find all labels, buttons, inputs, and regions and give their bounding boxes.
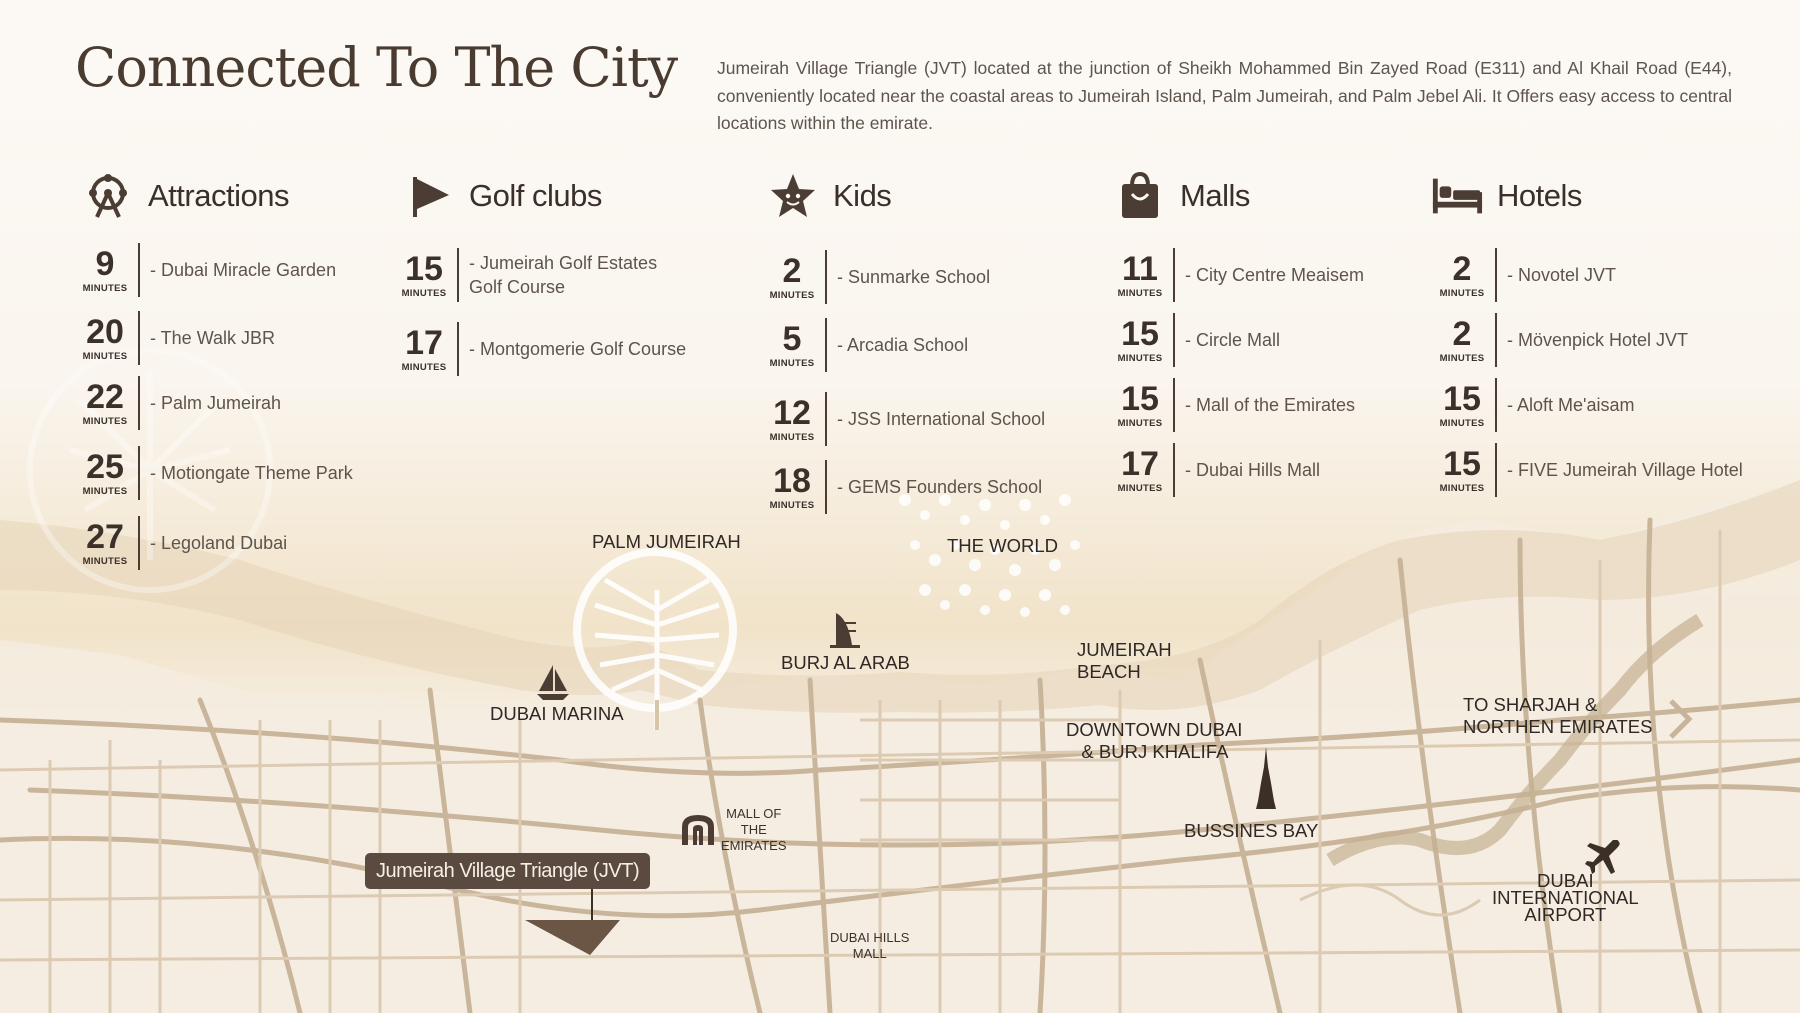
map-label-downtown-dubai: DOWNTOWN DUBAI & BURJ KHALIFA xyxy=(1066,719,1243,762)
destination-name: - Novotel JVT xyxy=(1507,265,1617,285)
destination-name: - Dubai Miracle Garden xyxy=(150,260,337,280)
minutes-badge: 25 MINUTES xyxy=(82,447,128,497)
minutes-badge: 2 MINUTES xyxy=(1439,314,1485,364)
list-item xyxy=(74,311,275,365)
list-item xyxy=(761,392,1045,446)
category-malls xyxy=(1114,170,1250,222)
category-header xyxy=(403,170,602,222)
category-label: Kids xyxy=(833,178,892,213)
minutes-badge: 15 MINUTES xyxy=(1117,314,1163,364)
list-item xyxy=(393,248,657,302)
category-attractions xyxy=(82,170,289,222)
category-header xyxy=(1431,170,1582,222)
category-kids xyxy=(767,170,891,222)
map-label-dubai-hills-mall: DUBAI HILLS MALL xyxy=(830,930,910,961)
star-face-icon xyxy=(767,170,819,222)
category-hotels xyxy=(1431,170,1582,222)
category-label: Hotels xyxy=(1497,178,1582,213)
category-label: Golf clubs xyxy=(469,178,602,213)
divider xyxy=(457,248,459,302)
destination-name: - Montgomerie Golf Course xyxy=(469,339,687,359)
map-label-burj-al-arab: BURJ AL ARAB xyxy=(781,652,910,673)
minutes-badge: 5 MINUTES xyxy=(769,319,815,369)
minutes-badge: 15 MINUTES xyxy=(1439,444,1485,494)
destination-name: - FIVE Jumeirah Village Hotel xyxy=(1507,460,1743,480)
destination-name: - Sunmarke School xyxy=(837,267,991,287)
map-label-to-sharjah: TO SHARJAH & NORTHEN EMIRATES xyxy=(1463,694,1653,737)
destination-name: - JSS International School xyxy=(837,409,1046,429)
chevron-right-icon xyxy=(1665,697,1695,741)
category-header xyxy=(767,170,891,222)
list-item xyxy=(74,243,336,297)
list-item xyxy=(761,460,1042,514)
minutes-badge: 11 MINUTES xyxy=(1117,249,1163,299)
minutes-badge: 18 MINUTES xyxy=(769,461,815,511)
destination-name: - The Walk JBR xyxy=(150,328,276,348)
list-item xyxy=(74,376,281,430)
category-header xyxy=(82,170,289,222)
destination-name: - Aloft Me'aisam xyxy=(1507,395,1635,415)
intro-paragraph: Jumeirah Village Triangle (JVT) located at the junction of Sheikh Mohammed Bin Zayed Road (E311) and Al Khail Road (E44), conveniently located near the coastal areas to Jumeirah Island, Palm Jumeirah, and Palm Jebel Ali. It Offers easy access to central locations within the emirate. xyxy=(717,58,1732,133)
divider xyxy=(1495,378,1497,432)
divider xyxy=(825,318,827,372)
divider xyxy=(1495,248,1497,302)
divider xyxy=(1173,378,1175,432)
list-item xyxy=(1431,313,1688,367)
jvt-location-tag: Jumeirah Village Triangle (JVT) xyxy=(365,853,650,889)
minutes-badge: 15 MINUTES xyxy=(1439,379,1485,429)
destination-name: - Mövenpick Hotel JVT xyxy=(1507,330,1689,350)
category-header xyxy=(1114,170,1250,222)
list-item xyxy=(1109,443,1320,497)
burj-al-arab-icon xyxy=(826,609,862,649)
bed-icon xyxy=(1431,170,1483,222)
divider xyxy=(1173,313,1175,367)
minutes-badge: 12 MINUTES xyxy=(769,393,815,443)
list-item xyxy=(1109,378,1355,432)
page-title: Connected To The City xyxy=(75,36,678,99)
divider xyxy=(825,460,827,514)
map-label-the-world: THE WORLD xyxy=(947,535,1058,556)
golf-flag-icon xyxy=(403,170,455,222)
list-item xyxy=(1109,248,1364,302)
destination-name: - Jumeirah Golf Estates Golf Course xyxy=(469,253,658,297)
divider xyxy=(138,311,140,365)
category-label: Attractions xyxy=(148,178,289,213)
minutes-badge: 27 MINUTES xyxy=(82,517,128,567)
minutes-badge: 17 MINUTES xyxy=(401,323,447,373)
mall-of-emirates-icon xyxy=(680,813,716,845)
minutes-badge: 2 MINUTES xyxy=(769,251,815,301)
destination-name: - Dubai Hills Mall xyxy=(1185,460,1321,480)
list-item xyxy=(1431,248,1616,302)
minutes-badge: 15 MINUTES xyxy=(401,249,447,299)
divider xyxy=(825,250,827,304)
divider xyxy=(138,243,140,297)
list-item xyxy=(393,322,686,376)
destination-name: - GEMS Founders School xyxy=(837,477,1043,497)
map-label-dubai-marina: DUBAI MARINA xyxy=(490,703,624,724)
map-label-mall-of-the-emirates: MALL OF THE EMIRATES xyxy=(721,806,787,853)
destination-name: - Mall of the Emirates xyxy=(1185,395,1356,415)
category-golf-clubs xyxy=(403,170,602,222)
map-label-dubai-international-airport: DUBAI INTERNATIONAL AIRPORT xyxy=(1492,870,1639,925)
divider xyxy=(138,516,140,570)
list-item xyxy=(74,446,353,500)
sailboat-icon xyxy=(535,663,571,701)
minutes-badge: 15 MINUTES xyxy=(1117,379,1163,429)
destination-name: - Circle Mall xyxy=(1185,330,1281,350)
destination-name: - Palm Jumeirah xyxy=(150,393,282,413)
divider xyxy=(1495,443,1497,497)
minutes-badge: 9 MINUTES xyxy=(82,244,128,294)
burj-khalifa-icon xyxy=(1254,747,1278,811)
divider xyxy=(1495,313,1497,367)
destination-name: - City Centre Meaisem xyxy=(1185,265,1365,285)
destination-name: - Arcadia School xyxy=(837,335,969,355)
divider xyxy=(138,376,140,430)
divider xyxy=(138,446,140,500)
minutes-badge: 20 MINUTES xyxy=(82,312,128,362)
map-label-jumeirah-beach: JUMEIRAH BEACH xyxy=(1077,639,1172,682)
destination-name: - Legoland Dubai xyxy=(150,533,288,553)
list-item xyxy=(761,318,968,372)
divider xyxy=(825,392,827,446)
list-item xyxy=(1431,443,1743,497)
divider xyxy=(457,322,459,376)
list-item xyxy=(74,516,287,570)
divider xyxy=(1173,443,1175,497)
destination-name: - Motiongate Theme Park xyxy=(150,463,353,483)
list-item xyxy=(761,250,990,304)
shopping-bag-icon xyxy=(1114,170,1166,222)
list-item xyxy=(1109,313,1280,367)
minutes-badge: 22 MINUTES xyxy=(82,377,128,427)
ferris-wheel-icon xyxy=(82,170,134,222)
map-label-palm-jumeirah: PALM JUMEIRAH xyxy=(592,531,741,552)
map-label-business-bay: BUSSINES BAY xyxy=(1184,820,1319,841)
divider xyxy=(1173,248,1175,302)
minutes-badge: 2 MINUTES xyxy=(1439,249,1485,299)
minutes-badge: 17 MINUTES xyxy=(1117,444,1163,494)
list-item xyxy=(1431,378,1634,432)
category-label: Malls xyxy=(1180,178,1250,213)
